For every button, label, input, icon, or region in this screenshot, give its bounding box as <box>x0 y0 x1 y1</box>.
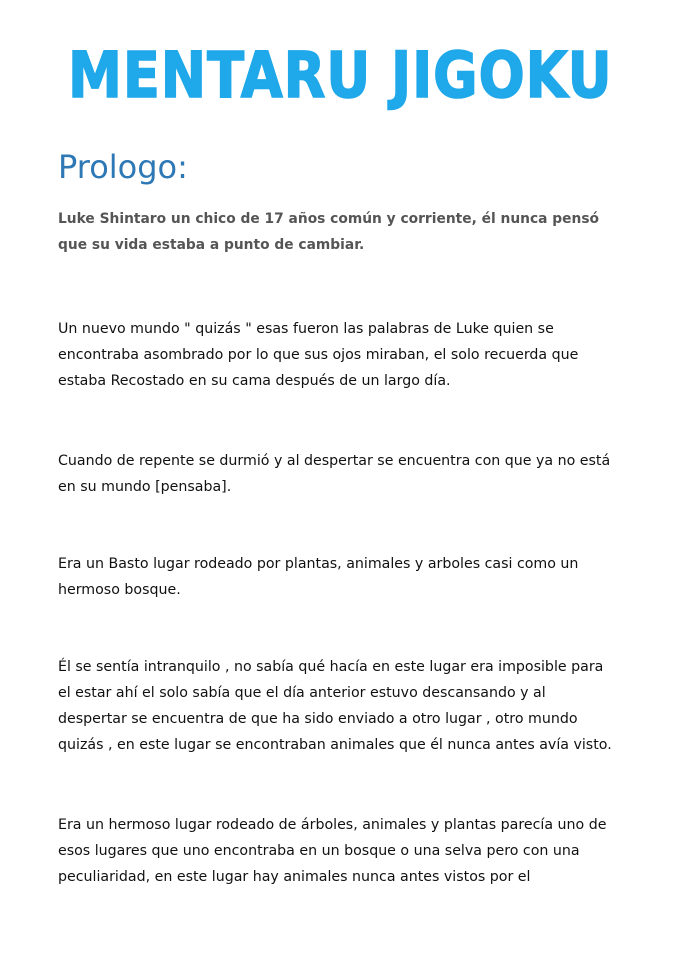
paragraph-line: estaba Recostado en su cama después de un largo día. <box>58 373 451 389</box>
paragraph-line: Era un hermoso lugar rodeado de árboles, animales y plantas parecía uno de <box>58 817 607 833</box>
section-heading: Prologo: <box>58 148 188 186</box>
paragraph-line: Luke Shintaro un chico de 17 años común y corriente, él nunca pensó <box>58 211 600 227</box>
paragraph <box>58 551 628 603</box>
paragraph-line: peculiaridad, en este lugar hay animales nunca antes vistos por el <box>58 869 531 885</box>
paragraph-line: Él se sentía intranquilo , no sabía qué hacía en este lugar era imposible para <box>58 659 604 675</box>
paragraph-line: esos lugares que uno encontraba en un bosque o una selva pero con una <box>58 843 580 859</box>
paragraph-line: despertar se encuentra de que ha sido enviado a otro lugar , otro mundo <box>58 711 578 727</box>
paragraph-line: Era un Basto lugar rodeado por plantas, animales y arboles casi como un <box>58 556 579 572</box>
paragraph <box>58 654 628 758</box>
paragraph <box>58 812 628 890</box>
paragraph-line: encontraba asombrado por lo que sus ojos miraban, el solo recuerda que <box>58 347 579 363</box>
paragraph <box>58 316 628 394</box>
paragraph-line: Un nuevo mundo " quizás " esas fueron las palabras de Luke quien se <box>58 321 554 337</box>
paragraph-line: en su mundo [pensaba]. <box>58 479 232 495</box>
paragraph-line: el estar ahí el solo sabía que el día anterior estuvo descansando y al <box>58 685 546 701</box>
paragraph-line: quizás , en este lugar se encontraban animales que él nunca antes avía visto. <box>58 737 612 753</box>
paragraph-intro <box>58 206 628 258</box>
paragraph-line: hermoso bosque. <box>58 582 181 598</box>
document-title: MENTARU JIGOKU <box>68 39 613 113</box>
paragraph-line: que su vida estaba a punto de cambiar. <box>58 237 365 253</box>
paragraph <box>58 448 628 500</box>
paragraph-line: Cuando de repente se durmió y al despertar se encuentra con que ya no está <box>58 453 611 469</box>
